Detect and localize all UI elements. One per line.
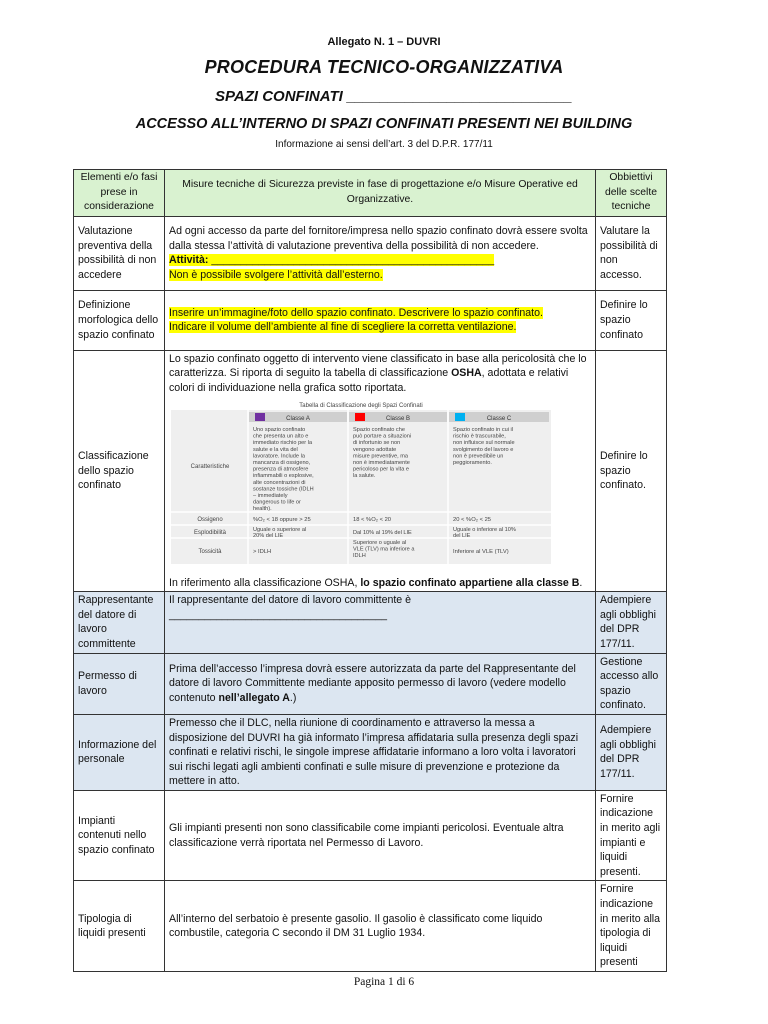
row-measures (165, 653, 596, 714)
row-text: Prima dell’accesso l’impresa dovrà essere autorizzata da parte del Rappresentante del datore di lavoro Committente mediante apposito permesso di lavoro (vedere modello contenuto (169, 662, 576, 705)
osha-cell-line: misure preventive, ma (353, 452, 409, 459)
osha-cell-line: salute e la vita del (253, 446, 298, 453)
osha-row-label: Esplodibilità (193, 529, 227, 536)
osha-cell-line: di infortunio se non (353, 439, 401, 446)
header-obiettivi: Obbiettivi delle scelte tecniche (596, 170, 667, 217)
osha-cell-line: health). (253, 505, 272, 512)
osha-row-label: Ossigeno (197, 516, 223, 523)
row-text: In riferimento alla classificazione OSHA, (169, 576, 361, 589)
row-objective: Definire lo spazio confinato (596, 290, 667, 350)
osha-label: OSHA (451, 367, 482, 380)
table-row (74, 790, 667, 881)
row-element: Tipologia di liquidi presenti (74, 881, 165, 972)
row-measures (165, 290, 596, 350)
row-objective: Adempiere agli obblighi del DPR 177/11. (596, 592, 667, 653)
osha-cell-line: non è prevedibile un (453, 452, 504, 459)
procedure-table (73, 169, 667, 972)
osha-cell-line: – immediately (253, 492, 288, 499)
table-header-row (74, 170, 667, 217)
table-row (74, 653, 667, 714)
osha-cell-line: Uno spazio confinato (253, 426, 306, 433)
osha-cell-line: alte concentrazioni di (253, 479, 306, 486)
class-c-label: Classe C (486, 415, 512, 422)
highlight-text: Indicare il volume dell’ambiente al fine di scegliere la corretta ventilazione. (169, 321, 517, 334)
osha-cell-line: la salute. (353, 472, 376, 479)
row-text: . (579, 576, 583, 589)
class-b-label: Classe B (385, 415, 411, 422)
osha-cell-line: che presenta un alto e (253, 433, 309, 440)
osha-cell-line: vengono adottate (353, 446, 397, 453)
osha-cell-line: presenza di atmosfere (253, 466, 309, 473)
osha-cell-line: non influisce sul normale (453, 439, 515, 446)
table-row (74, 592, 667, 653)
highlight-text: Inserire un’immagine/foto dello spazio confinato. Descrivere lo spazio confinato. (169, 306, 543, 319)
row-element: Definizione morfologica dello spazio confinato (74, 290, 165, 350)
row-objective: Fornire indicazione in merito agli impianti e liquidi presenti. (596, 790, 667, 881)
osha-classification-table (171, 400, 551, 564)
row-text: Lo spazio confinato oggetto di intervento viene classificato in base alla pericolosità che lo caratterizza. Si riporta di seguito la tabella di classificazione (169, 352, 587, 380)
table-row (74, 881, 667, 972)
row-element: Permesso di lavoro (74, 653, 165, 714)
header-elementi: Elementi e/o fasi prese in considerazione (74, 170, 165, 217)
osha-cell-line: peggioramento. (453, 459, 492, 466)
row-objective: Valutare la possibilità di non accesso. (596, 216, 667, 290)
osha-cell-line: infiammabili o esplosive, (253, 472, 314, 479)
class-c-ossigeno: 20 < %O₂ < 25 (453, 516, 492, 523)
osha-cell-line: Spazio confinato che (353, 426, 405, 433)
osha-cell-line: VLE (TLV) ma inferiore a (353, 545, 415, 552)
row-objective: Definire lo spazio confinato. (596, 350, 667, 591)
osha-cell-line: svolgimento del lavoro e (453, 446, 514, 453)
allegato-label: Allegato N. 1 – DUVRI (327, 36, 441, 48)
osha-cell-line: dangerous to life or (253, 499, 301, 506)
table-row (74, 350, 667, 591)
class-a-color-swatch (255, 413, 265, 421)
class-a-tossicita: > IDLH (253, 548, 272, 555)
table-row (74, 290, 667, 350)
row-text: , adottata e relativi colori di individuazione nella grafica sotto riportata. (169, 367, 569, 394)
highlight-text: Non è possibile svolgere l’attività dall’esterno. (169, 268, 383, 281)
access-heading: ACCESSO ALL’INTERNO DI SPAZI CONFINATI PRESENTI NEI BUILDING (135, 116, 633, 132)
attivita-blank: ________________________________________________ (211, 254, 495, 267)
class-b-color-swatch (355, 413, 365, 421)
row-element: Classificazione dello spazio confinato (74, 350, 165, 591)
osha-cell-line: IDLH (353, 552, 366, 559)
attivita-label: Attività: (169, 254, 209, 267)
row-element: Informazione del personale (74, 714, 165, 790)
class-c-tossicita: Inferiore al VLE (TLV) (453, 548, 509, 555)
osha-cell-line: rischio è trascurabile, (453, 433, 506, 440)
procedure-title: PROCEDURA TECNICO-ORGANIZZATIVA (204, 57, 564, 77)
osha-cell-line: Uguale o inferiore al 10% (453, 526, 516, 533)
class-a-ossigeno: %O₂ < 18 oppure > 25 (253, 516, 311, 523)
row-measures: Premesso che il DLC, nella riunione di coordinamento e attraverso la messa a disposizione del DUVRI ha già informato l’impresa affidataria sulla presenza degli spazi confinati e relativi rischi, le singole imprese affidatarie informano a loro volta i lavoratori sui rischi legati agli ambienti confinati e sulle misure di prevenzione e protezione da mettere in atto. (165, 714, 596, 790)
osha-cell-line: immediato rischio per la (253, 439, 313, 446)
row-objective: Adempiere agli obblighi del DPR 177/11. (596, 714, 667, 790)
osha-row-label: Caratteristiche (190, 463, 230, 470)
highlight-text (169, 254, 494, 266)
osha-cell-line: lavoratore. Include la (253, 452, 305, 459)
osha-cell-line: sostanze tossiche (IDLH (253, 485, 314, 492)
class-b-esplodibilita: Dal 10% al 19% del LIE (353, 529, 412, 536)
class-result: lo spazio confinato appartiene alla classe B (360, 576, 580, 589)
osha-cell-line: Spazio confinato in cui il (453, 426, 514, 433)
class-b-ossigeno: 18 < %O₂ < 20 (353, 516, 392, 523)
allegato-a-ref: nell’allegato A (218, 692, 290, 705)
row-element: Rappresentante del datore di lavoro committente (74, 592, 165, 653)
osha-cell-line: può portare a situazioni (353, 433, 412, 440)
row-text: .) (289, 692, 297, 705)
row-element: Valutazione preventiva della possibilità di non accedere (74, 216, 165, 290)
osha-row-label: Tossicità (198, 548, 222, 555)
osha-cell-line: 20% del LIE (253, 532, 284, 539)
page-number: Pagina 1 di 6 (353, 976, 415, 988)
osha-cell-line: pericoloso per la vita e (353, 466, 409, 473)
classification-result (169, 576, 591, 591)
row-objective: Gestione accesso allo spazio confinato. (596, 653, 667, 714)
table-row (74, 216, 667, 290)
osha-cell-line: Uguale o superiore al (253, 526, 307, 533)
row-measures: All’interno del serbatoio è presente gasolio. Il gasolio è classificato come liquido combustile, categoria C secondo il DM 31 Luglio 1934. (165, 881, 596, 972)
table-row (74, 714, 667, 790)
spazi-confinati-heading: SPAZI CONFINATI ___________________________ (215, 88, 573, 105)
osha-cell-line: mancanza di ossigeno, (253, 459, 311, 466)
osha-cell-line: non è immediatamente (353, 459, 410, 466)
row-text: Il rappresentante del datore di lavoro committente è (169, 594, 412, 607)
row-text: Ad ogni accesso da parte del fornitore/impresa nello spazio confinato dovrà essere svolta dalla stessa l’attività di valutazione preventiva della possibilità di non accedere. (169, 225, 588, 252)
osha-table-title: Tabella di Classificazione degli Spazi Confinati (299, 402, 423, 409)
row-measures (165, 350, 596, 591)
row-measures: Gli impianti presenti non sono classificabile come impianti pericolosi. Eventuale altra classificazione verrà riportata nel Permesso di Lavoro. (165, 790, 596, 881)
osha-cell-line: del LIE (453, 532, 471, 539)
row-objective: Fornire indicazione in merito alla tipologia di liquidi presenti (596, 881, 667, 972)
row-measures (165, 216, 596, 290)
class-c-color-swatch (455, 413, 465, 421)
rappresentante-blank: _____________________________________ (169, 608, 387, 621)
row-measures (165, 592, 596, 653)
header-misure: Misure tecniche di Sicurezza previste in fase di progettazione e/o Misure Operative ed Organizzative. (165, 170, 596, 217)
class-b-description (353, 427, 411, 479)
class-a-label: Classe A (286, 415, 310, 422)
row-element: Impianti contenuti nello spazio confinato (74, 790, 165, 881)
osha-cell-line: Superiore o uguale al (353, 539, 407, 546)
legal-reference: Informazione ai sensi dell’art. 3 del D.P.R. 177/11 (275, 139, 493, 150)
